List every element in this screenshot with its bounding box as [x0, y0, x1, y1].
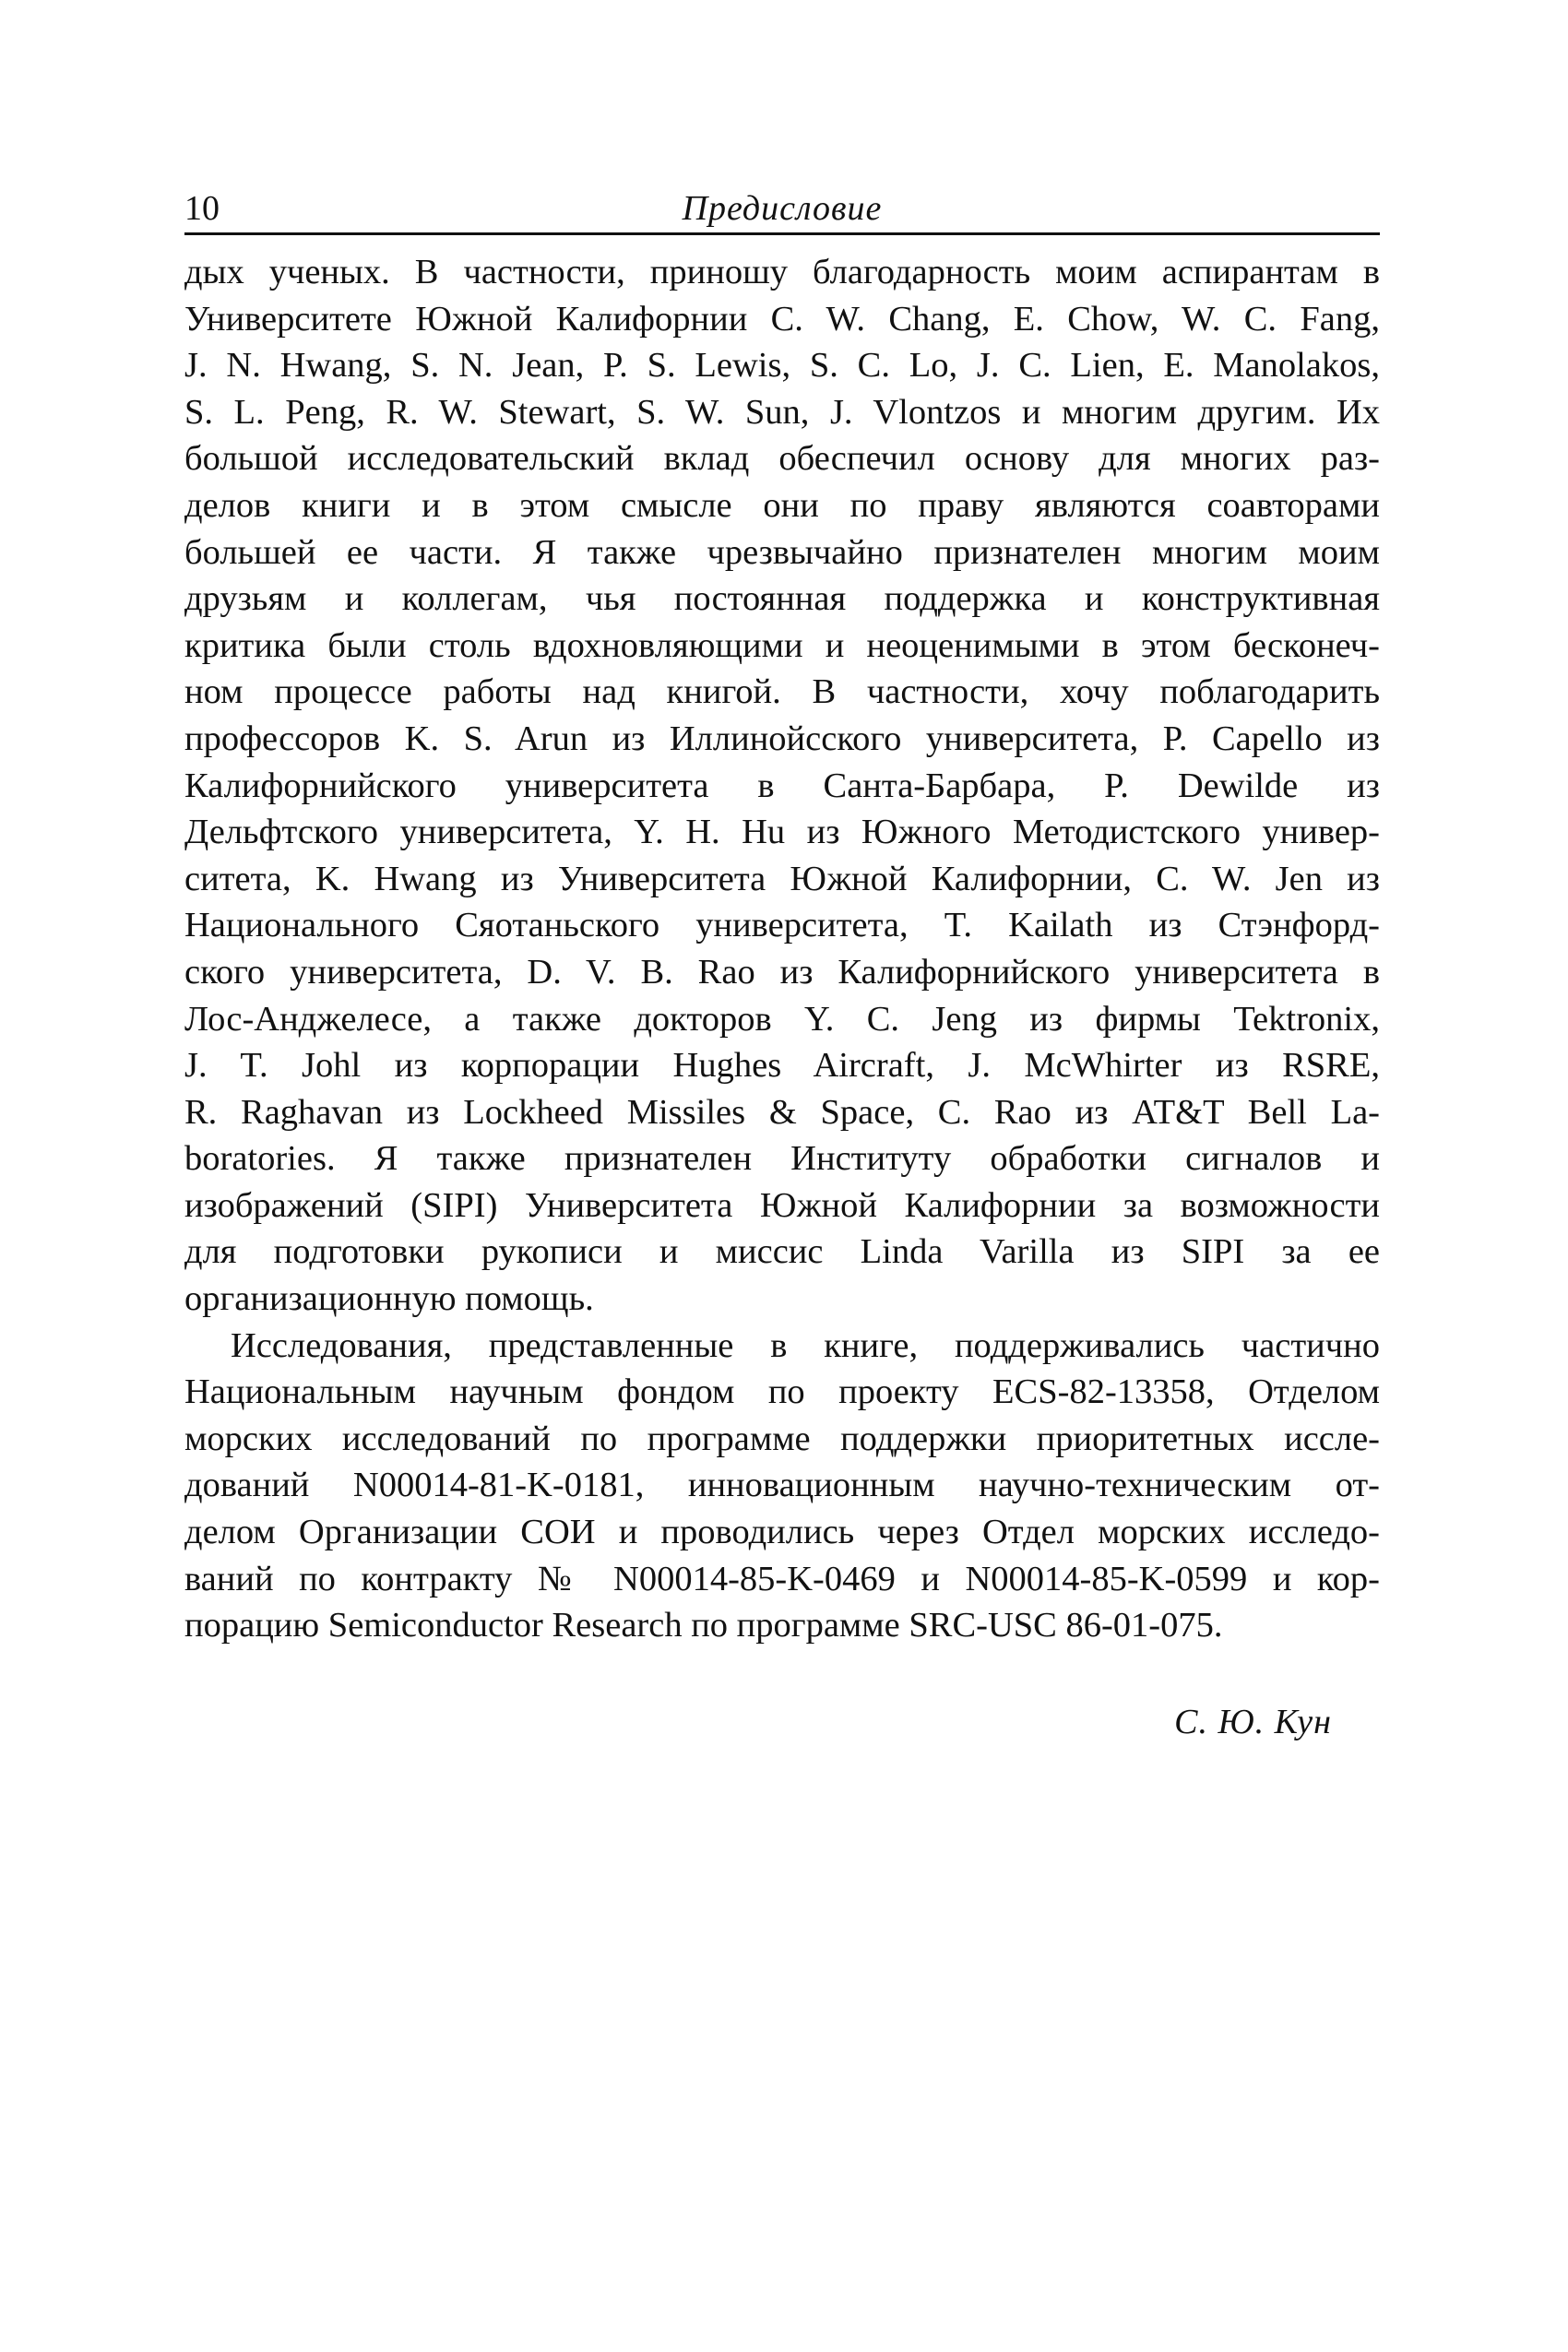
text-line: большой исследовательский вклад обеспечил основу для многих раз-	[184, 439, 1380, 479]
text-line: Исследования, представленные в книге, поддерживались частично	[231, 1325, 1380, 1365]
text-line: ваний по контракту № N00014-85-K-0469 и N00014-85-K-0599 и кор-	[184, 1559, 1380, 1598]
text-line: J. N. Hwang, S. N. Jean, P. S. Lewis, S. C. Lo, J. C. Lien, E. Manolakos,	[184, 346, 1380, 386]
text-line: ситета, K. Hwang из Университета Южной Калифорнии, C. W. Jen из	[184, 859, 1380, 898]
text-line: Лос-Анджелесе, а также докторов Y. C. Jeng из фирмы Tektronix,	[184, 999, 1380, 1039]
body-text	[184, 249, 1380, 1649]
page-number: 10	[184, 189, 220, 228]
text-line: морских исследований по программе поддержки приоритетных иссле-	[184, 1419, 1380, 1458]
running-title: Предисловие	[682, 189, 883, 228]
text-line: Дельфтского университета, Y. H. Hu из Южного Методистского универ-	[184, 813, 1380, 852]
text-line: J. T. Johl из корпорации Hughes Aircraft, J. McWhirter из RSRE,	[184, 1046, 1380, 1086]
paragraph-funding	[184, 1323, 1380, 1649]
text-line: Национального Сяотаньского университета, T. Kailath из Стэнфорд-	[184, 906, 1380, 945]
text-line: делом Организации СОИ и проводились через Отдел морских исследо-	[184, 1513, 1380, 1552]
author-signature: С. Ю. Кун	[1174, 1703, 1332, 1741]
text-line: изображений (SIPI) Университета Южной Калифорнии за возможности	[184, 1185, 1380, 1225]
text-line: порацию Semiconductor Research по программе SRC-USC 86-01-075.	[184, 1606, 1223, 1645]
text-line: для подготовки рукописи и миссис Linda Varilla из SIPI за ее	[184, 1232, 1380, 1272]
text-line: большей ее части. Я также чрезвычайно признателен многим моим	[184, 532, 1380, 572]
text-line: Университете Южной Калифорнии C. W. Chang, E. Chow, W. C. Fang,	[184, 299, 1380, 339]
text-line: R. Raghavan из Lockheed Missiles & Space, C. Rao из AT&T Bell La-	[184, 1092, 1380, 1132]
text-line: S. L. Peng, R. W. Stewart, S. W. Sun, J. Vlontzos и многим другим. Их	[184, 392, 1380, 432]
text-line: Национальным научным фондом по проекту ECS-82-13358, Отделом	[184, 1372, 1380, 1412]
text-line: профессоров K. S. Arun из Иллинойсского университета, P. Capello из	[184, 719, 1380, 758]
paragraph-acknowledgements	[184, 249, 1380, 1323]
text-line: дых ученых. В частности, приношу благодарность моим аспирантам в	[184, 253, 1380, 291]
text-line: критика были столь вдохновляющими и неоценимыми в этом бесконеч-	[184, 625, 1380, 665]
text-line: друзьям и коллегам, чья постоянная поддержка и конструктивная	[184, 579, 1380, 619]
text-line: boratories. Я также признателен Институту обработки сигналов и	[184, 1139, 1380, 1179]
text-line: дований N00014-81-K-0181, инновационным научно-техническим от-	[184, 1466, 1380, 1505]
text-line: Калифорнийского университета в Санта-Барбара, P. Dewilde из	[184, 766, 1380, 805]
text-line: делов книги и в этом смысле они по праву являются соавторами	[184, 485, 1380, 525]
text-line: ном процессе работы над книгой. В частности, хочу поблагодарить	[184, 672, 1380, 712]
text-line: ского университета, D. V. B. Rao из Калифорнийского университета в	[184, 952, 1380, 992]
running-header	[184, 184, 1380, 235]
text-line: организационную помощь.	[184, 1279, 594, 1319]
